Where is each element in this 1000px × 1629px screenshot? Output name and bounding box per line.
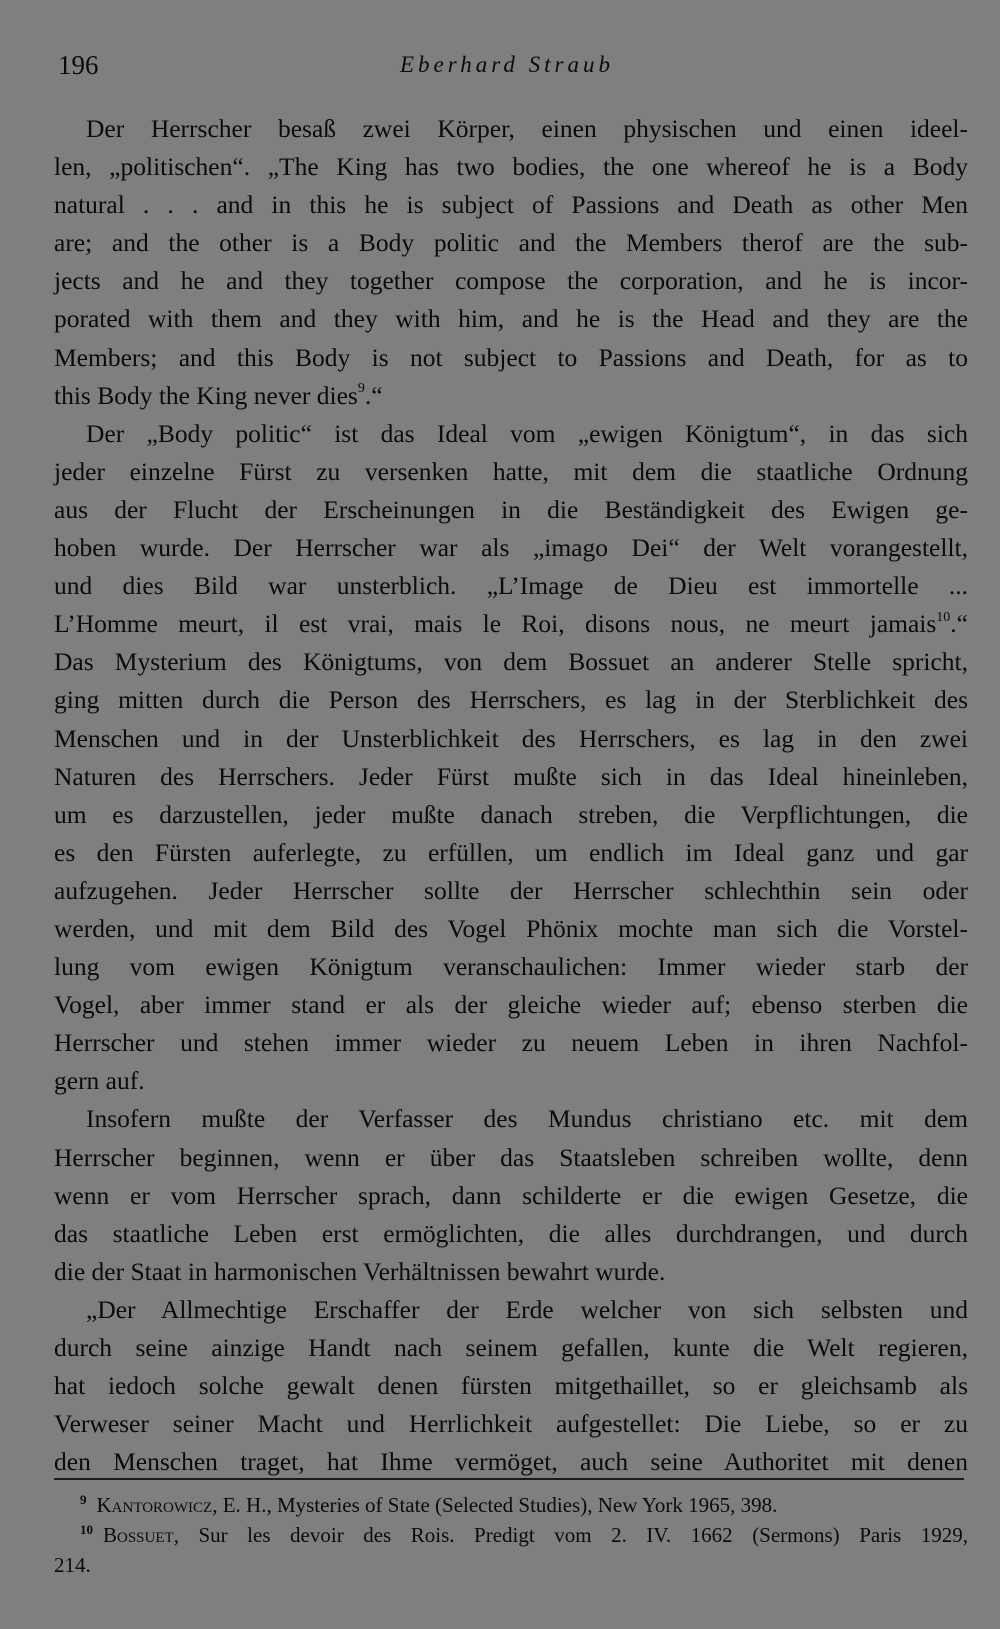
line-text: Herrscher beginnen, wenn er über das Staatsleben schreiben wollte, denn <box>54 1142 968 1172</box>
line-text: um es darzustellen, jeder mußte danach streben, die Verpflichtungen, die <box>54 799 968 829</box>
line-text: Der „Body politic“ ist das Ideal vom „ewigen Königtum“, in das sich <box>86 418 968 448</box>
footnote-text: , E. H., Mysteries of State (Selected Studies), New York 1965, 398. <box>212 1493 778 1517</box>
line-text: Insofern mußte der Verfasser des Mundus christiano etc. mit dem <box>86 1104 968 1134</box>
text-line <box>54 872 968 910</box>
footnotes <box>54 1490 968 1580</box>
text-line <box>54 605 968 643</box>
footnote-10 <box>54 1520 968 1550</box>
text-line <box>54 681 968 719</box>
text-line <box>54 415 968 453</box>
footnote-text: , Sur les devoir des Rois. Predigt vom 2. IV. 1662 (Sermons) Paris 1929, <box>173 1523 968 1547</box>
footnote-reference[interactable]: 9 <box>357 381 365 397</box>
text-line <box>54 148 968 186</box>
line-text: das staatliche Leben erst ermöglichten, die alles durchdrangen, und durch <box>54 1218 968 1248</box>
text-line <box>54 453 968 491</box>
running-head: Eberhard Straub <box>400 52 614 77</box>
text-line <box>54 300 968 338</box>
text-line <box>54 1329 968 1367</box>
page-header <box>58 50 968 86</box>
text-line <box>54 643 968 681</box>
line-text: porated with them and they with him, and he is the Head and they are the <box>54 304 968 334</box>
text-line <box>54 186 968 224</box>
line-text: die der Staat in harmonischen Verhältnissen bewahrt wurde. <box>54 1256 666 1286</box>
line-text: jects and he and they together compose the corporation, and he is incor- <box>54 266 968 296</box>
line-text: es den Fürsten auferlegte, zu erfüllen, um endlich im Ideal ganz und gar <box>54 837 968 867</box>
footnote-author: Bossuet <box>103 1523 174 1547</box>
text-line <box>54 377 968 415</box>
line-text: Der Herrscher besaß zwei Körper, einen physischen und einen ideel- <box>86 114 968 143</box>
page-number: 196 <box>58 50 99 80</box>
footnote-mark: 10 <box>80 1522 93 1537</box>
text-line <box>54 1139 968 1177</box>
text-line <box>54 1443 968 1481</box>
line-text: aufzugehen. Jeder Herrscher sollte der Herrscher schlechthin sein oder <box>54 875 968 905</box>
text-line <box>54 1253 968 1291</box>
footnote-author: Kantorowicz <box>96 1493 213 1517</box>
line-text: Vogel, aber immer stand er als der gleiche wieder auf; ebenso sterben die <box>54 990 968 1020</box>
text-line <box>54 796 968 834</box>
line-text: lung vom ewigen Königtum veranschaulichen: Immer wieder starb der <box>54 952 968 982</box>
line-text-tail: .“ <box>950 609 968 639</box>
text-line <box>54 1291 968 1329</box>
text-line <box>54 529 968 567</box>
line-text: Das Mysterium des Königtums, von dem Bossuet an anderer Stelle spricht, <box>54 647 968 677</box>
text-line <box>54 491 968 529</box>
line-text: Herrscher und stehen immer wieder zu neuem Leben in ihren Nachfol- <box>54 1028 968 1058</box>
footnote-divider <box>54 1478 964 1480</box>
text-line <box>54 110 968 148</box>
line-text: Naturen des Herrschers. Jeder Fürst mußte sich in das Ideal hineinleben, <box>54 761 968 791</box>
line-text: hoben wurde. Der Herrscher war als „imago Dei“ der Welt vorangestellt, <box>54 533 968 563</box>
line-text: len, „politischen“. „The King has two bodies, the one whereof he is a Body <box>54 152 968 182</box>
text-line <box>54 1062 968 1100</box>
text-line <box>54 986 968 1024</box>
text-line <box>54 1215 968 1253</box>
line-text: und dies Bild war unsterblich. „L’Image de Dieu est immortelle ... <box>54 571 968 601</box>
line-text: wenn er vom Herrscher sprach, dann schilderte er die ewigen Gesetze, die <box>54 1180 968 1210</box>
line-text: jeder einzelne Fürst zu versenken hatte, mit dem die staatliche Ordnung <box>54 456 968 486</box>
line-text: L’Homme meurt, il est vrai, mais le Roi, disons nous, ne meurt jamais <box>54 609 937 639</box>
text-line <box>54 262 968 300</box>
text-line <box>54 1367 968 1405</box>
text-line <box>54 1100 968 1138</box>
line-text: Menschen und in der Unsterblichkeit des Herrschers, es lag in den zwei <box>54 723 968 753</box>
text-line <box>54 224 968 262</box>
footnote-9 <box>54 1490 968 1520</box>
line-text-tail: .“ <box>364 380 383 410</box>
line-text: Members; and this Body is not subject to Passions and Death, for as to <box>54 342 968 372</box>
footnote-continuation: 214. <box>54 1553 91 1577</box>
line-text: hat iedoch solche gewalt denen fürsten mitgethaillet, so er gleichsamb als <box>54 1371 968 1401</box>
line-text: natural . . . and in this he is subject of Passions and Death as other Men <box>54 190 968 220</box>
line-text: Verweser seiner Macht und Herrlichkeit aufgestellet: Die Liebe, so er zu <box>54 1409 968 1439</box>
line-text: aus der Flucht der Erscheinungen in die Beständigkeit des Ewigen ge- <box>54 494 968 524</box>
body-text <box>54 110 968 1481</box>
text-line <box>54 1405 968 1443</box>
text-line <box>54 834 968 872</box>
line-text: „Der Allmechtige Erschaffer der Erde welcher von sich selbsten und <box>86 1294 968 1324</box>
footnote-mark: 9 <box>80 1492 87 1507</box>
line-text: gern auf. <box>54 1066 145 1096</box>
text-line <box>54 758 968 796</box>
line-text: den Menschen traget, hat Ihme vermöget, auch seine Authoritet mit denen <box>54 1447 968 1477</box>
text-line <box>54 720 968 758</box>
footnote-reference[interactable]: 10 <box>936 609 951 625</box>
text-line <box>54 910 968 948</box>
line-text: durch seine ainzige Handt nach seinem gefallen, kunte die Welt regieren, <box>54 1333 968 1362</box>
line-text: are; and the other is a Body politic and the Members therof are the sub- <box>54 228 968 258</box>
text-line <box>54 1177 968 1215</box>
text-line <box>54 339 968 377</box>
text-line <box>54 948 968 986</box>
text-line <box>54 1024 968 1062</box>
line-text: this Body the King never dies <box>54 380 358 410</box>
line-text: ging mitten durch die Person des Herrschers, es lag in der Sterblichkeit des <box>54 685 968 715</box>
text-line <box>54 567 968 605</box>
line-text: werden, und mit dem Bild des Vogel Phönix mochte man sich die Vorstel- <box>54 913 968 943</box>
